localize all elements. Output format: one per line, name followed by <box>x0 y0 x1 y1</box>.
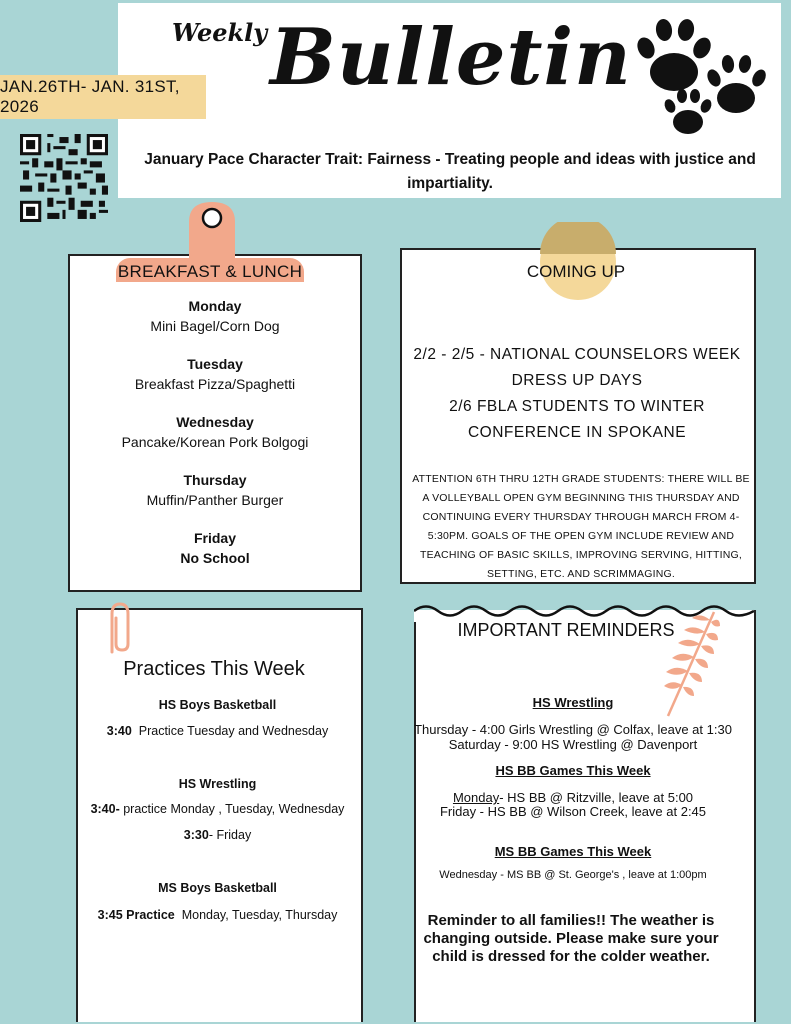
date-range-badge: JAN.26TH- JAN. 31ST, 2026 <box>0 75 206 119</box>
menu-tuesday <box>68 354 362 394</box>
menu-day-name: Monday <box>188 298 242 314</box>
hs-wrestling-thursday: Thursday - 4:00 Girls Wrestling @ Colfax, leave at 1:30 <box>414 722 732 737</box>
families-weather-reminder: Reminder to all families!! The weather is changing outside. Please make sure your child is dressed for the colder weather. <box>423 912 719 965</box>
practice-days: - Friday <box>208 828 252 842</box>
menu-meal: Breakfast Pizza/Spaghetti <box>134 376 296 392</box>
menu-day-name: Tuesday <box>187 356 243 372</box>
practices-title: Practices This Week <box>123 658 305 680</box>
menu-meal: Muffin/Panther Burger <box>146 492 284 508</box>
event-fbla-conference: 2/6 FBLA STUDENTS TO WINTER CONFERENCE IN SPOKANE <box>449 398 705 441</box>
hs-bb-friday: Friday - HS BB @ Wilson Creek, leave at 2:45 <box>439 804 707 819</box>
practice-days: Practice Tuesday and Wednesday <box>131 724 329 738</box>
practice-time: 3:40- <box>90 802 120 816</box>
practice-time: 3:45 Practice <box>97 908 175 922</box>
ms-bb-heading: MS BB Games This Week <box>494 844 652 859</box>
event-counselors-week: 2/2 - 2/5 - NATIONAL COUNSELORS WEEK DRESS UP DAYS <box>413 346 741 389</box>
practice-group-hs-boys-basketball: HS Boys Basketball <box>158 698 277 712</box>
practice-group-hs-wrestling: HS Wrestling <box>178 777 257 791</box>
menu-day-name: Wednesday <box>176 414 254 430</box>
ms-bb-wednesday: Wednesday - MS BB @ St. George's , leave at 1:00pm <box>439 869 707 881</box>
practice-line <box>76 802 359 816</box>
menu-meal: Pancake/Korean Pork Bolgogi <box>121 434 309 450</box>
bulletin-title: Bulletin <box>270 12 632 103</box>
practice-time: 3:30 <box>183 828 209 842</box>
menu-day-name: Friday <box>193 530 236 546</box>
menu-meal: No School <box>180 550 250 566</box>
breakfast-lunch-title: BREAKFAST & LUNCH <box>116 258 304 282</box>
practice-line <box>76 828 359 842</box>
coming-up-title: COMING UP <box>526 262 626 281</box>
menu-day-name: Thursday <box>183 472 247 488</box>
hs-bb-monday-day: Monday <box>452 790 500 805</box>
hs-bb-monday <box>396 790 750 805</box>
important-reminders-title: IMPORTANT REMINDERS <box>457 620 675 640</box>
volleyball-notice: ATTENTION 6TH THRU 12TH GRADE STUDENTS: THERE WILL BE A VOLLEYBALL OPEN GYM BEGINNING THIS THURSDAY AND CONTINUING EVERY THURSDAY THROUGH MARCH FROM 4-5:30PM. GOALS OF THE OPEN GYM INCLUDE REVIEW AND TEACHING OF BASIC SKILLS, IMPROVING SERVING, HITTING, SETTING, ETC. AND SCRIMMAGING. <box>412 473 750 580</box>
practice-days: practice Monday , Tuesday, Wednesday <box>119 802 345 816</box>
menu-monday <box>68 296 362 336</box>
practice-group-ms-boys-basketball: MS Boys Basketball <box>158 881 277 895</box>
hs-bb-heading: HS BB Games This Week <box>495 763 651 778</box>
paw-prints-icon <box>632 14 772 139</box>
character-trait-text: January Pace Character Trait: Fairness - Treating people and ideas with justice and impartiality. <box>144 151 756 192</box>
qr-code-icon[interactable] <box>20 134 108 222</box>
hs-wrestling-saturday: Saturday - 9:00 HS Wrestling @ Davenport <box>448 737 698 752</box>
menu-wednesday <box>68 412 362 452</box>
menu-friday <box>68 528 362 568</box>
paperclip-icon <box>102 600 136 658</box>
menu-thursday <box>68 470 362 510</box>
hs-bb-monday-detail: - HS BB @ Ritzville, leave at 5:00 <box>499 790 694 805</box>
practice-line <box>76 724 359 738</box>
hs-wrestling-heading: HS Wrestling <box>532 695 614 710</box>
weekly-label: Weekly <box>172 18 268 47</box>
practice-line <box>76 908 359 922</box>
practice-days: Monday, Tuesday, Thursday <box>174 908 338 922</box>
practice-time: 3:40 <box>106 724 132 738</box>
menu-meal: Mini Bagel/Corn Dog <box>150 318 280 334</box>
clipboard-clip-icon <box>183 196 241 262</box>
